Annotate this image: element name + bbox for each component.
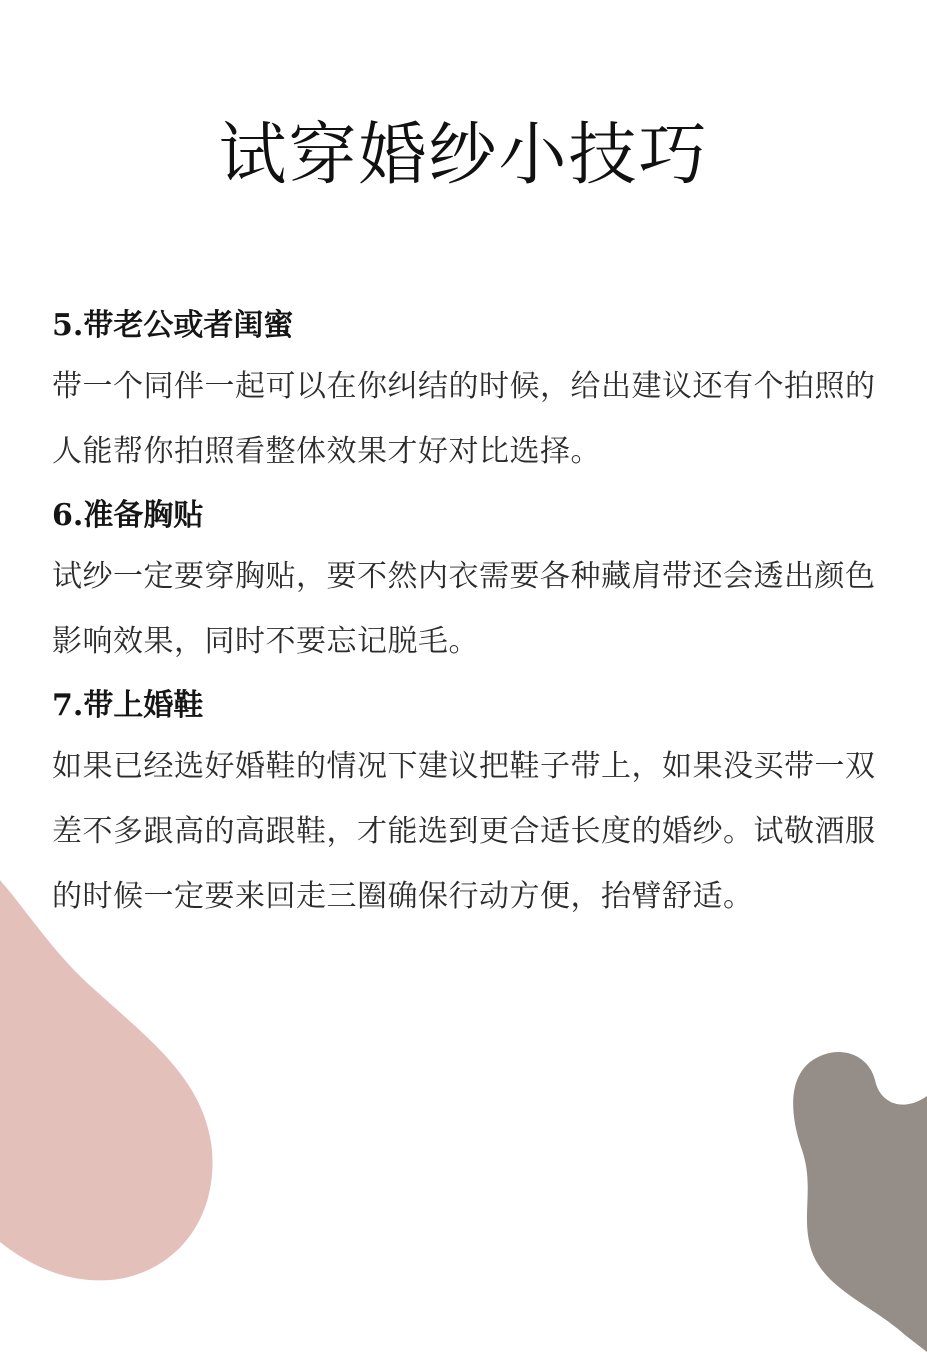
tip-section-7	[52, 678, 882, 929]
section-heading: 6.准备胸贴	[52, 498, 204, 533]
tips-content	[52, 298, 882, 933]
section-body: 试纱一定要穿胸贴，要不然内衣需要各种藏肩带还会透出颜色影响效果，同时不要忘记脱毛。	[52, 559, 876, 659]
section-heading: 5.带老公或者闺蜜	[52, 308, 294, 343]
tip-section-5	[52, 298, 882, 484]
page-title: 试穿婚纱小技巧	[218, 115, 709, 195]
pink-blob-shape	[0, 880, 213, 1280]
section-body: 带一个同伴一起可以在你纠结的时候，给出建议还有个拍照的人能帮你拍照看整体效果才好对比选择。	[52, 369, 876, 469]
section-heading: 7.带上婚鞋	[52, 688, 204, 723]
tip-section-6	[52, 488, 882, 674]
section-body: 如果已经选好婚鞋的情况下建议把鞋子带上，如果没买带一双差不多跟高的高跟鞋，才能选到更合适长度的婚纱。试敬酒服的时候一定要来回走三圈确保行动方便，抬臂舒适。	[52, 749, 876, 914]
gray-blob-shape	[793, 1052, 927, 1352]
